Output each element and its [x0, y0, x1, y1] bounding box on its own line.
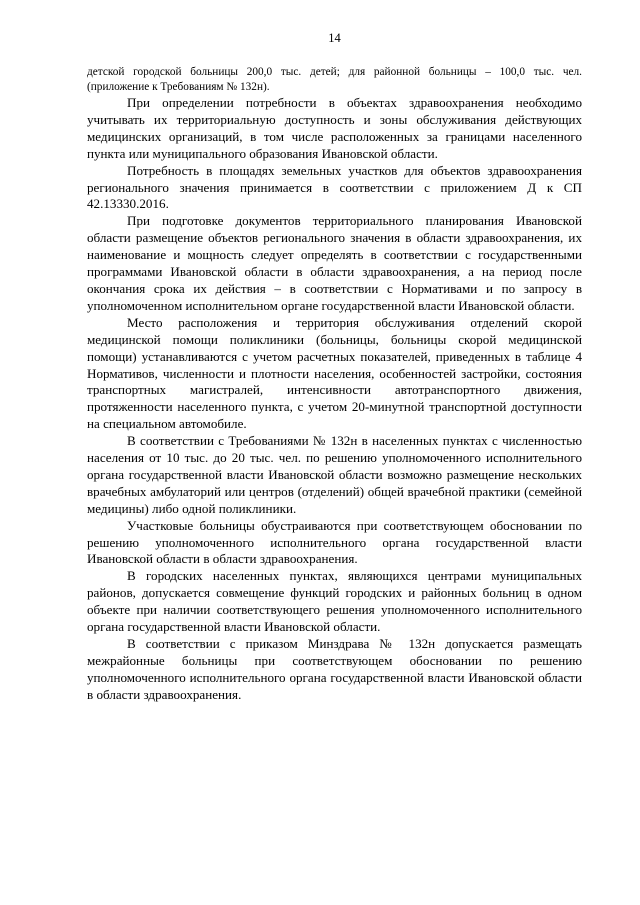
paragraph-ambulance: Место расположения и территория обслуживания отделений скорой медицинской помощи поликлиники (больницы, больницы скорой медицинской помощи) устанавливаются с учетом расчетных показателей, приведенных в таблице 4 Нормативов, численности и плотности населения, особенностей застройки, состояния транспортных магистралей, интенсивности автотранспортного движения, протяженности населенного пункта, с учетом 20-минутной транспортной доступности на специальном автомобиле. [87, 314, 582, 432]
paragraph-requirements-132n: В соответствии с Требованиями № 132н в населенных пунктах с численностью населения от 10 тыс. до 20 тыс. чел. по решению уполномоченного исполнительного органа государственной власти Ивановской области возможно размещение нескольких врачебных амбулаторий или центров (отделений) общей врачебной практики (семейной медицины) либо одной поликлиники. [87, 433, 582, 516]
paragraph-district-hospitals: Участковые больницы обустраиваются при соответствующем обосновании по решению уполномоченного исполнительного органа государственной власти Ивановской области в области здравоохранения. [87, 517, 582, 567]
paragraph-accessibility: При определении потребности в объектах здравоохранения необходимо учитывать их территориальную доступность и зоны обслуживания действующих медицинских организаций, в том числе расположенных за границами населенного пункта или муниципального образования Ивановской области. [87, 95, 582, 161]
paragraph-urban-settlements: В городских населенных пунктах, являющихся центрами муниципальных районов, допускается совмещение функций городских и районных больниц в одном объекте при наличии соответствующего решения уполномоченного исполнительного органа государственной власти Ивановской области. [87, 568, 582, 635]
document-page [87, 30, 582, 704]
paragraph-planning-documents: При подготовке документов территориального планирования Ивановской области размещение объектов регионального значения в области здравоохранения, их наименование и мощность следует определять в соответствии с государственными программами Ивановской области в области здравоохранения, а на период после окончания срока их действия – в соответствии с Нормативами и по запросу в уполномоченном исполнительном органе государственной власти Ивановской области. [87, 213, 582, 313]
page-number: 14 [328, 31, 341, 45]
paragraph-land-plots: Потребность в площадях земельных участков для объектов здравоохранения регионального значения принимается в соответствии с приложением Д к СП 42.13330.2016. [87, 162, 582, 212]
fragment-line-2: (приложение к Требованиям № 132н). [87, 81, 270, 93]
fragment-line-1: детской городской больницы 200,0 тыс. детей; для районной больницы – 100,0 тыс. чел. [87, 66, 582, 78]
paragraph-interdistrict-hospitals: В соответствии с приказом Минздрава № 132н допускается размещать межрайонные больницы при соответствующем обосновании по решению уполномоченного исполнительного органа государственной власти Ивановской области в области здравоохранения. [87, 636, 582, 702]
